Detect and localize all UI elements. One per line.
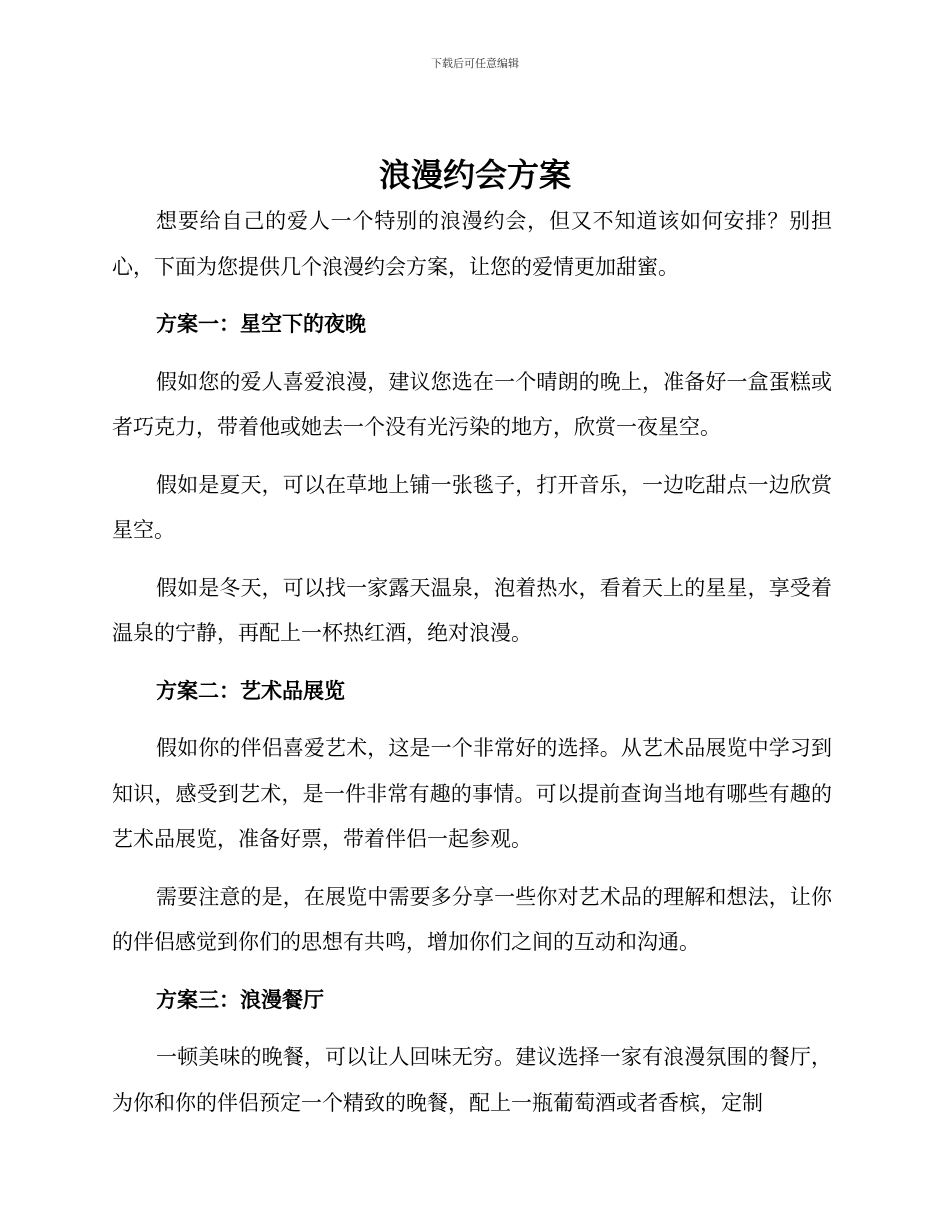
section-heading-plan-1: 方案一：星空下的夜晚 [156,312,366,336]
header-note: 下载后可任意编辑 [431,57,519,70]
paragraph: 假如您的爱人喜爱浪漫，建议您选在一个晴朗的晚上，准备好一盒蛋糕或者巧克力，带着他或她去一个没有光污染的地方，欣赏一夜星空。 [112,369,832,439]
document-title: 浪漫约会方案 [378,156,571,194]
paragraph: 需要注意的是，在展览中需要多分享一些你对艺术品的理解和想法，让你的伴侣感觉到你们的思想有共鸣，增加你们之间的互动和沟通。 [112,884,832,954]
paragraph: 一顿美味的晚餐，可以让人回味无穷。建议选择一家有浪漫氛围的餐厅，为你和你的伴侣预定一个精致的晚餐，配上一瓶葡萄酒或者香槟，定制 [112,1045,832,1115]
paragraph: 假如是夏天，可以在草地上铺一张毯子，打开音乐，一边吃甜点一边欣赏星空。 [112,472,832,542]
intro-paragraph: 想要给自己的爱人一个特别的浪漫约会，但又不知道该如何安排？别担心，下面为您提供几个浪漫约会方案，让您的爱情更加甜蜜。 [112,209,832,279]
section-heading-plan-3: 方案三：浪漫餐厅 [156,987,324,1012]
document-body [112,199,832,1126]
paragraph: 假如是冬天，可以找一家露天温泉，泡着热水，看着天上的星星，享受着温泉的宁静，再配上一杯热红酒，绝对浪漫。 [112,575,832,645]
paragraph: 假如你的伴侣喜爱艺术，这是一个非常好的选择。从艺术品展览中学习到知识，感受到艺术，是一件非常有趣的事情。可以提前查询当地有哪些有趣的艺术品展览，准备好票，带着伴侣一起参观。 [112,736,832,851]
section-heading-plan-2: 方案二：艺术品展览 [156,678,345,703]
